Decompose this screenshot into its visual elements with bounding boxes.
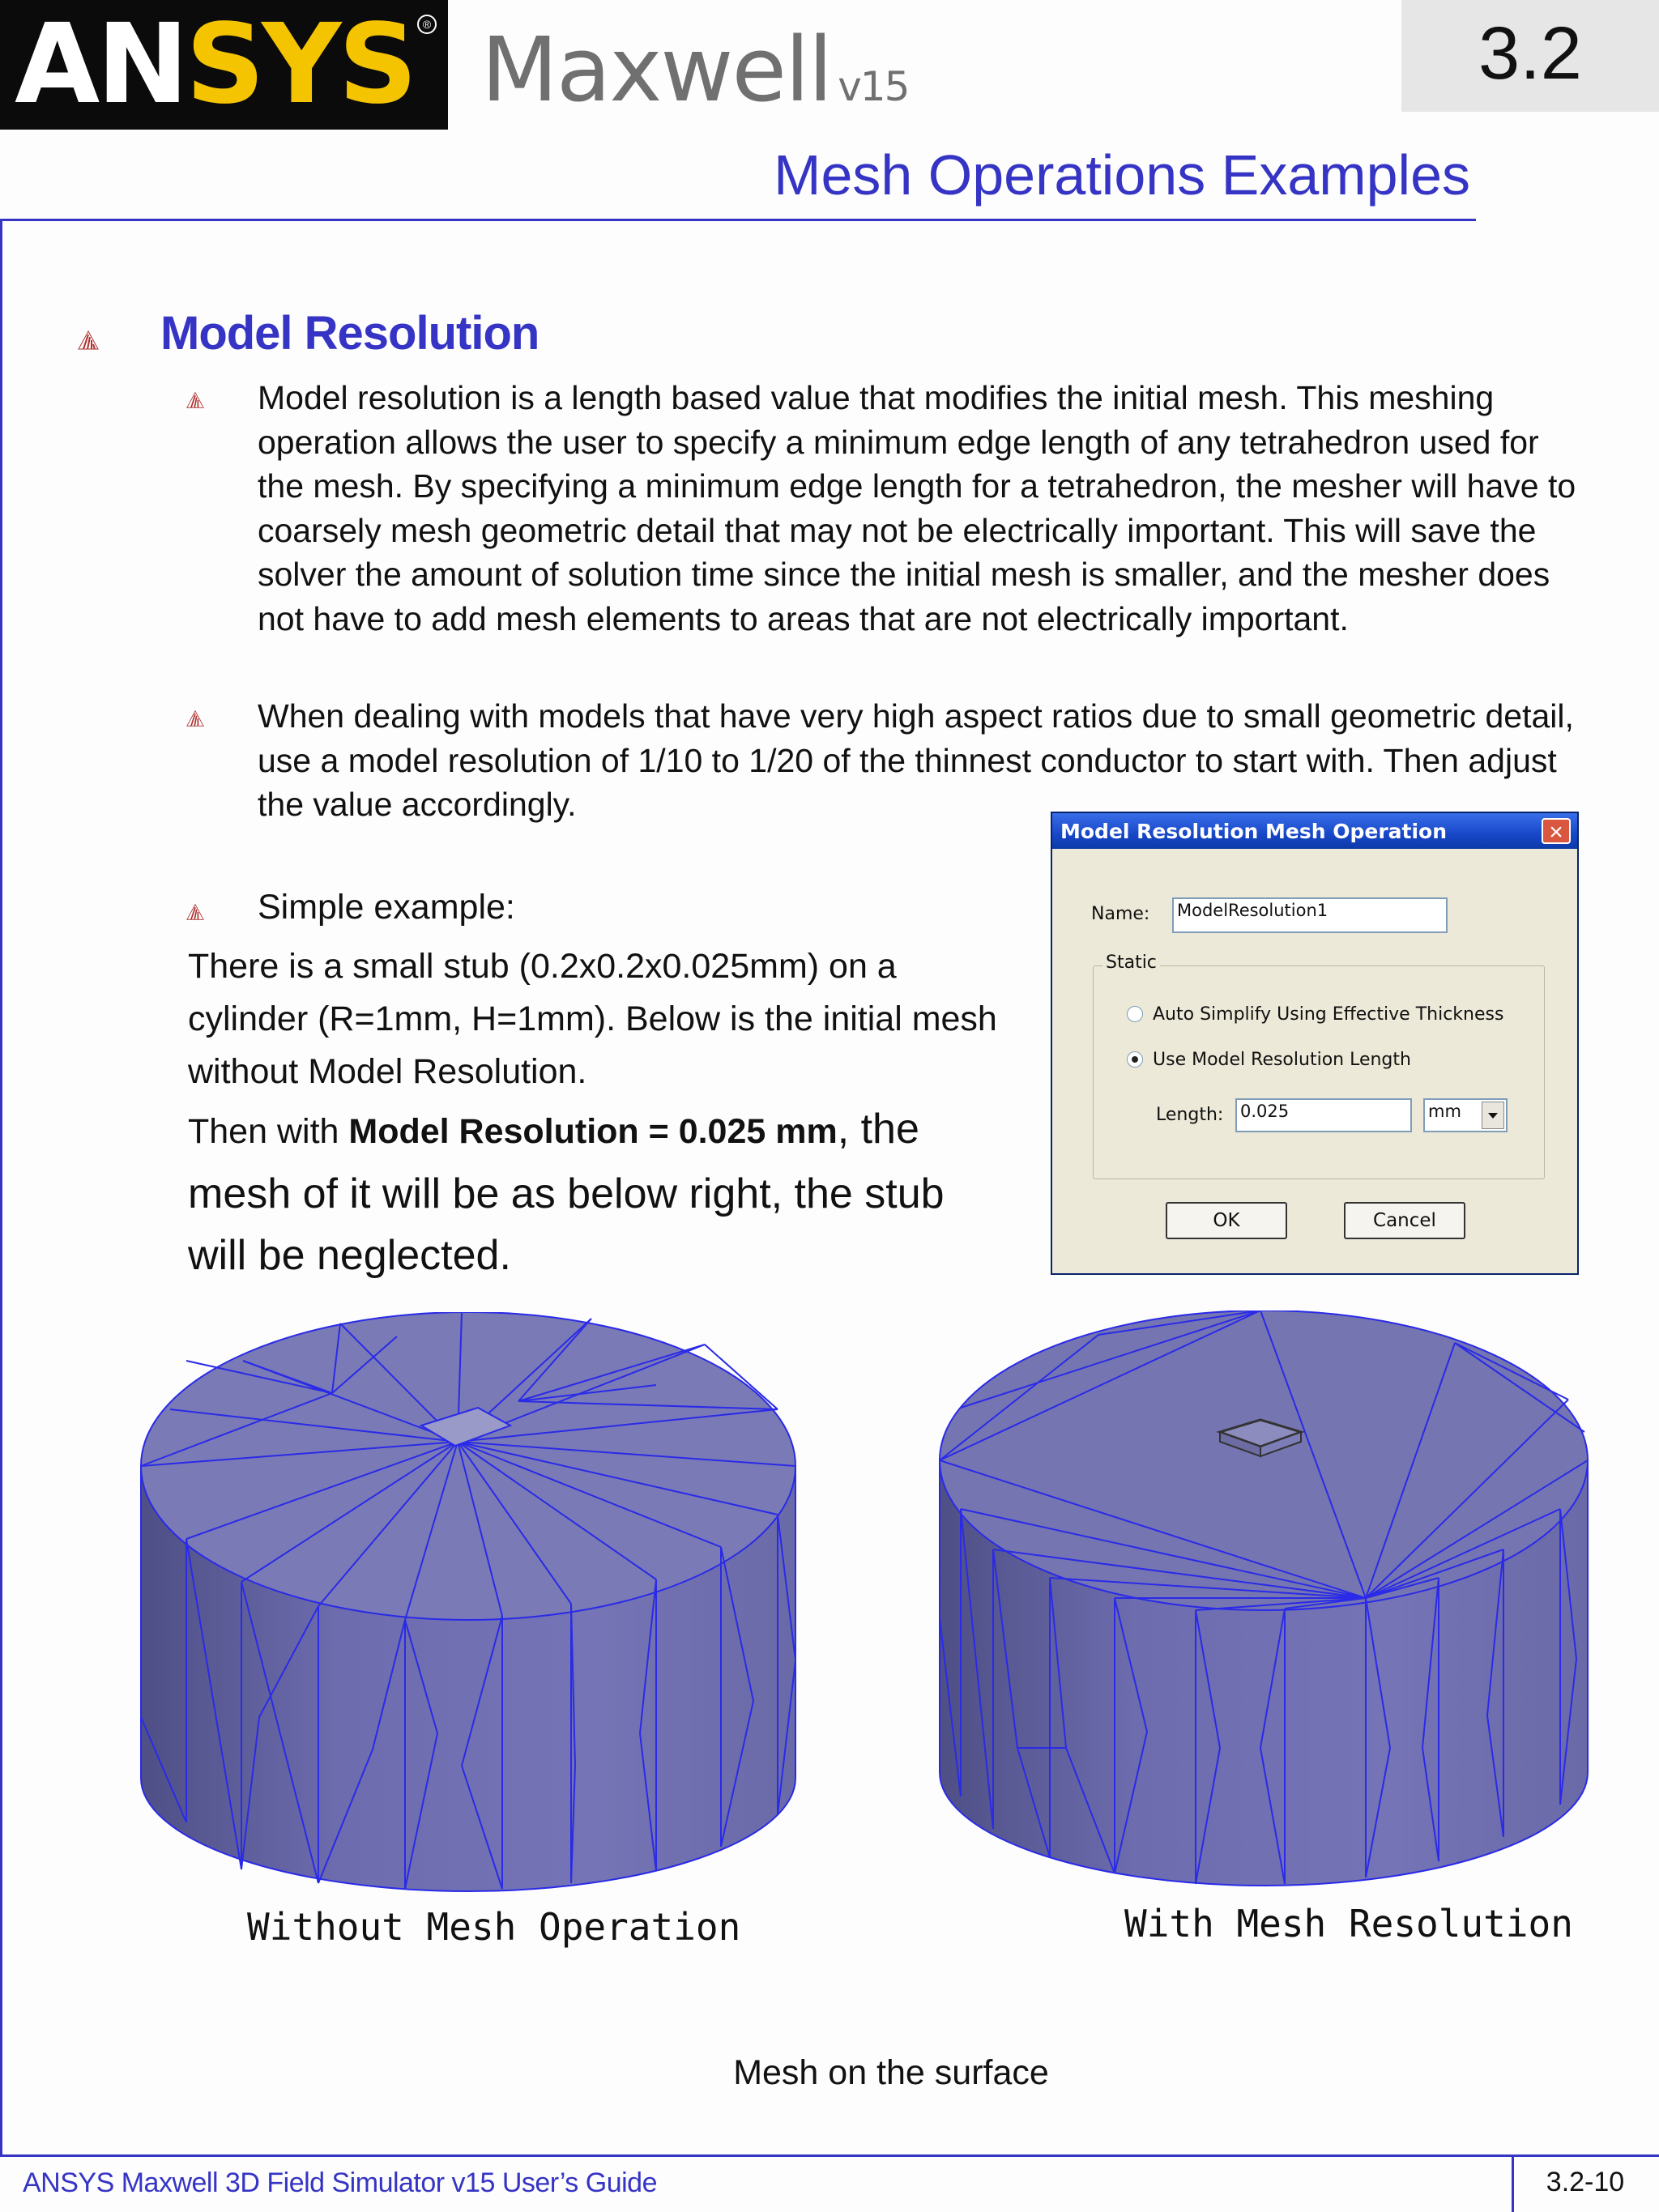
bullet-paragraph-2: When dealing with models that have very high aspect ratios due to small geometric detail, use a model resolution of 1/10 to 1/20 of the thinnest conductor to start with. Then adjust the value accordingly. — [258, 697, 1574, 823]
mesh-without-operation-figure — [138, 1312, 798, 1895]
example-then: Then with — [188, 1112, 349, 1151]
page-number: 3.2-10 — [1546, 2167, 1625, 2197]
name-label: Name: — [1091, 904, 1150, 924]
registered-mark: ® — [417, 15, 437, 34]
product-version: v15 — [838, 63, 909, 110]
section-heading: Model Resolution — [160, 307, 539, 360]
bullet-paragraph-1: Model resolution is a length based value that modifies the initial mesh. This meshing operation allows the user to specify a minimum edge length of any tetrahedron used for the mesh. By specifying a minimum edge length for a tetrahedron, the mesher will have to coarsely mesh geometric detail that may not be electrically important. This will save the solver the amount of solution time since the initial mesh is smaller, and the mesher does not have to add mesh elements to areas that are not electrically important. — [258, 379, 1576, 637]
bullet-icon — [186, 903, 204, 921]
chevron-down-icon[interactable] — [1482, 1102, 1504, 1129]
ok-button[interactable]: OK — [1166, 1202, 1287, 1239]
right-figure-caption: With Mesh Resolution — [1124, 1902, 1573, 1946]
mesh-with-resolution-figure — [936, 1311, 1591, 1887]
length-label: Length: — [1156, 1105, 1224, 1125]
left-border — [0, 219, 2, 2154]
example-conclusion: mesh of it will be as below right, the stub will be neglected. — [188, 1170, 945, 1279]
example-description: There is a small stub (0.2x0.2x0.025mm) on a cylinder (R=1mm, H=1mm). Below is the initial mesh without Model Resolution. — [188, 947, 997, 1091]
model-resolution-radio[interactable] — [1127, 1051, 1143, 1068]
bullet-icon — [186, 710, 204, 727]
footer-divider — [0, 2154, 1659, 2157]
static-groupbox — [1093, 965, 1545, 1179]
dialog-title: Model Resolution Mesh Operation — [1060, 820, 1448, 843]
length-input[interactable]: 0.025 — [1235, 1098, 1412, 1132]
logo-an-text: AN — [15, 1, 186, 129]
example-then-line — [188, 1105, 919, 1153]
page-title: Mesh Operations Examples — [774, 143, 1470, 207]
product-title: Maxwell — [481, 18, 832, 121]
close-icon[interactable]: × — [1542, 818, 1571, 844]
footer-text: ANSYS Maxwell 3D Field Simulator v15 User’s Guide — [23, 2167, 657, 2198]
product-name — [481, 18, 908, 121]
section-number: 3.2 — [1478, 12, 1582, 95]
auto-simplify-label[interactable]: Auto Simplify Using Effective Thickness — [1153, 1004, 1504, 1025]
left-figure-caption: Without Mesh Operation — [247, 1905, 741, 1949]
model-resolution-label[interactable]: Use Model Resolution Length — [1153, 1050, 1411, 1070]
static-group-label: Static — [1102, 953, 1160, 973]
simple-example-label: Simple example: — [258, 888, 515, 927]
logo-sys-text: SYS — [186, 1, 415, 129]
example-rest: , the — [837, 1106, 919, 1153]
bullet-icon — [186, 391, 204, 409]
auto-simplify-radio[interactable] — [1127, 1006, 1143, 1022]
unit-value: mm — [1428, 1102, 1461, 1121]
bottom-caption: Mesh on the surface — [733, 2053, 1049, 2092]
model-resolution-dialog — [1051, 812, 1579, 1275]
bullet-icon — [78, 330, 99, 351]
example-bold: Model Resolution = 0.025 mm — [348, 1112, 838, 1151]
cancel-button[interactable]: Cancel — [1344, 1202, 1465, 1239]
title-divider — [0, 219, 1476, 221]
name-input[interactable]: ModelResolution1 — [1172, 897, 1448, 933]
ansys-logo — [0, 0, 448, 130]
